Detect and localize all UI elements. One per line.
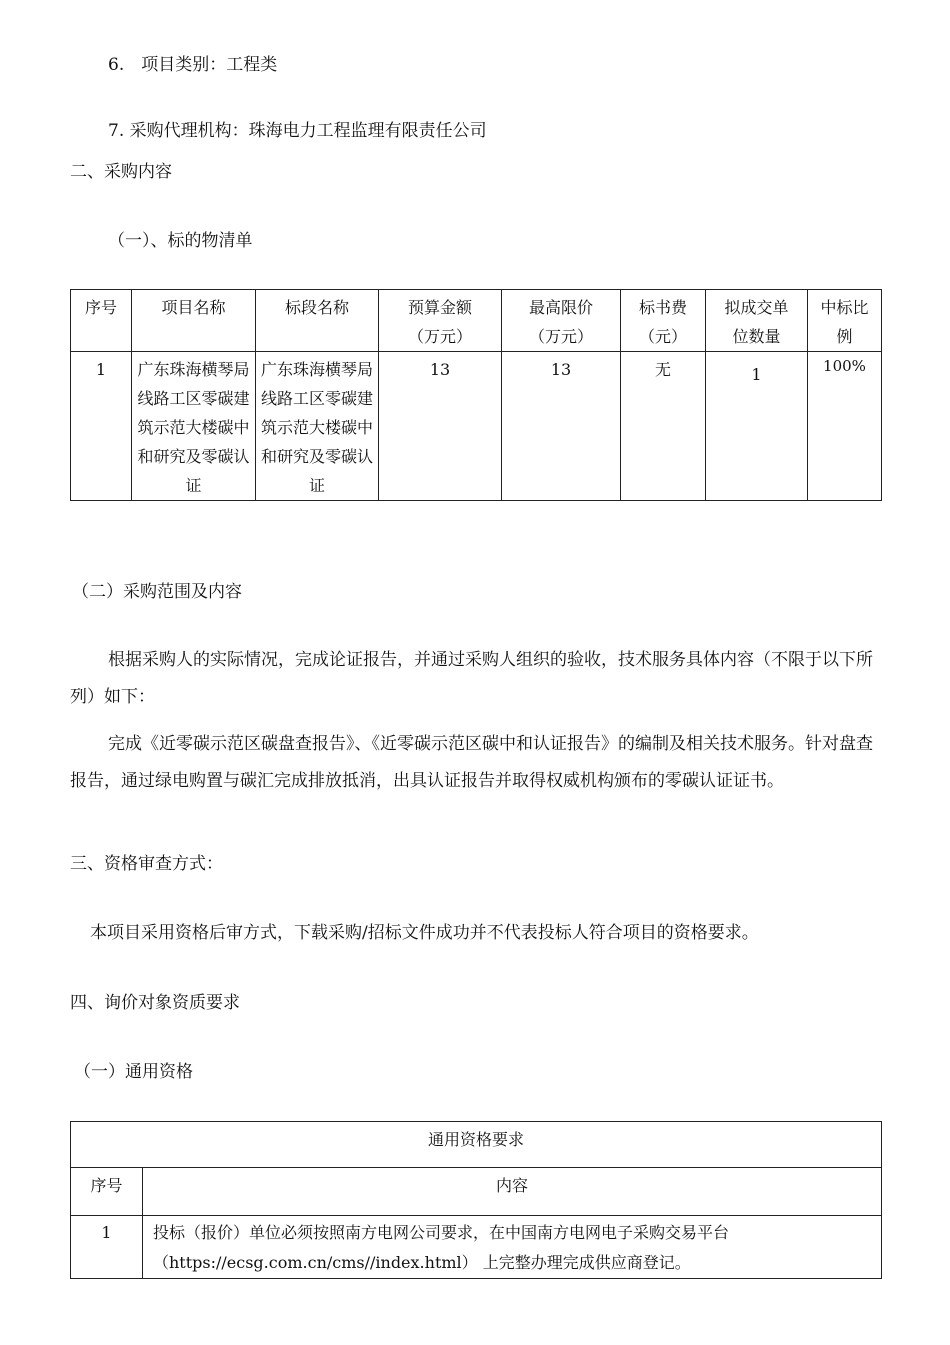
header-max-price-line2: （万元） — [528, 327, 593, 346]
cell-no: 1 — [71, 1216, 143, 1279]
qualification-title-row — [71, 1122, 882, 1168]
header-ratio-line1: 中标比 — [820, 298, 869, 317]
subheading-item-list: （一）、标的物清单 — [108, 231, 253, 251]
section-heading-procurement-content: 二、采购内容 — [70, 162, 172, 182]
cell-lot-name: 广东珠海横琴局线路工区零碳建筑示范大楼碳中和研究及零碳认证 — [256, 352, 379, 501]
header-max-price-line1: 最高限价 — [528, 298, 593, 317]
header-budget-line2: （万元） — [407, 327, 472, 346]
header-content: 内容 — [143, 1168, 882, 1216]
subheading-scope: （二）采购范围及内容 — [72, 582, 242, 602]
cell-project-name: 广东珠海横琴局线路工区零碳建筑示范大楼碳中和研究及零碳认证 — [132, 352, 256, 501]
qualification-review-text: 本项目采用资格后审方式，下载采购/招标文件成功并不代表投标人符合项目的资格要求。 — [90, 923, 759, 943]
general-qualification-table — [70, 1121, 882, 1279]
header-ratio-line2: 例 — [836, 327, 853, 346]
item-procurement-agency: 7. 采购代理机构：珠海电力工程监理有限责任公司 — [108, 121, 487, 141]
header-fee — [621, 290, 706, 352]
cell-content: 投标（报价）单位必须按照南方电网公司要求，在中国南方电网电子采购交易平台（https://ecsg.com.cn/cms//index.html） 上完整办理完成供应商登记。 — [143, 1216, 882, 1279]
header-fee-line1: 标书费 — [638, 298, 687, 317]
section-heading-qualification-review: 三、资格审查方式： — [70, 854, 223, 874]
subheading-general-qualification: （一）通用资格 — [74, 1062, 193, 1082]
cell-count: 1 — [706, 352, 808, 501]
cell-fee: 无 — [621, 352, 706, 501]
header-fee-line2: （元） — [638, 327, 687, 346]
header-project-name: 项目名称 — [132, 290, 256, 352]
item-project-category: 6. 项目类别：工程类 — [108, 55, 278, 75]
header-budget-line1: 预算金额 — [407, 298, 472, 317]
scope-paragraph-2: 完成《近零碳示范区碳盘查报告》、《近零碳示范区碳中和认证报告》的编制及相关技术服务。针对盘查报告，通过绿电购置与碳汇完成排放抵消，出具认证报告并取得权威机构颁布的零碳认证证书。 — [70, 734, 873, 791]
cell-max-price: 13 — [502, 352, 621, 501]
header-count-line1: 拟成交单 — [724, 298, 789, 317]
header-count — [706, 290, 808, 352]
header-no: 序号 — [71, 290, 132, 352]
header-budget — [379, 290, 502, 352]
header-count-line2: 位数量 — [732, 327, 781, 346]
header-max-price — [502, 290, 621, 352]
cell-no: 1 — [71, 352, 132, 501]
section-heading-qualification-requirements: 四、询价对象资质要求 — [70, 993, 240, 1013]
qualification-header-row — [71, 1168, 882, 1216]
cell-ratio: 100% — [808, 352, 882, 501]
header-ratio — [808, 290, 882, 352]
table-row — [71, 1216, 882, 1279]
header-lot-name: 标段名称 — [256, 290, 379, 352]
qualification-table-title: 通用资格要求 — [71, 1122, 882, 1168]
item-list-table — [70, 289, 882, 501]
table-row — [71, 352, 882, 501]
table-header-row — [71, 290, 882, 352]
scope-paragraph-1: 根据采购人的实际情况，完成论证报告，并通过采购人组织的验收，技术服务具体内容（不限于以下所列）如下： — [70, 650, 873, 707]
cell-budget: 13 — [379, 352, 502, 501]
header-no: 序号 — [71, 1168, 143, 1216]
